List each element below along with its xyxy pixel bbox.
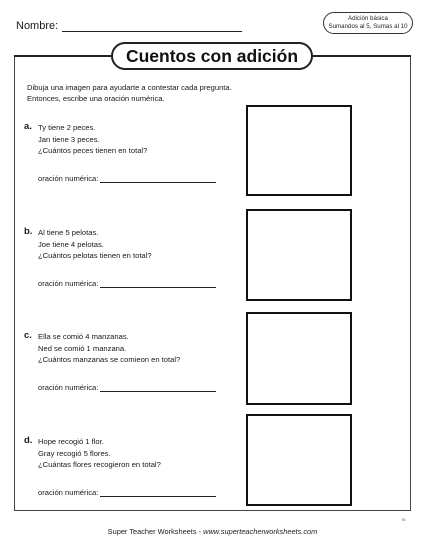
footer-separator: - — [196, 527, 204, 536]
topic-badge-line-2: Sumandos al 5, Sumas al 10 — [328, 23, 408, 30]
number-sentence-label: oración numérica: — [38, 383, 99, 392]
name-label: Nombre: — [16, 20, 59, 32]
instructions-line-1: Dibuja una imagen para ayudarte a contestar cada pregunta. — [27, 83, 232, 92]
question-line: ¿Cuántos pelotas tienen en total? — [38, 251, 152, 260]
number-sentence-line — [100, 383, 216, 392]
question-line: Ty tiene 2 peces. — [38, 123, 96, 132]
question-line: Al tiene 5 pelotas. — [38, 228, 99, 237]
number-sentence-line — [100, 174, 216, 183]
question-line: Ned se comió 1 manzana. — [38, 343, 127, 353]
topic-badge-line-1: Adición básica — [348, 15, 388, 22]
footer-url-link[interactable]: www.superteacherworksheets.com — [203, 527, 318, 536]
question-line: Hope recogió 1 flor. — [38, 437, 104, 446]
drawing-box-b — [246, 209, 352, 301]
question-line: Joe tiene 4 pelotas. — [38, 239, 104, 249]
name-input-line — [62, 20, 242, 32]
question-line: ¿Cuántos manzanas se comieon en total? — [38, 355, 181, 364]
number-sentence-row — [38, 279, 216, 288]
number-sentence-row — [38, 383, 216, 392]
question-letter: d. — [24, 435, 33, 446]
question-text — [38, 122, 147, 157]
instructions-line-2: Entonces, escribe una oración numérica. — [27, 94, 165, 103]
number-sentence-line — [100, 488, 216, 497]
footer-brand: Super Teacher Worksheets — [107, 527, 197, 536]
question-letter: a. — [24, 121, 32, 132]
question-letter: b. — [24, 226, 33, 237]
number-sentence-label: oración numérica: — [38, 174, 99, 183]
drawing-box-d — [246, 414, 352, 506]
question-text — [38, 227, 152, 262]
worksheet-code: f5 — [402, 517, 406, 522]
number-sentence-line — [100, 279, 216, 288]
question-line: ¿Cuántas flores recogieron en total? — [38, 460, 161, 469]
drawing-box-c — [246, 312, 352, 405]
footer — [0, 527, 425, 536]
question-text — [38, 436, 161, 471]
number-sentence-row — [38, 488, 216, 497]
number-sentence-label: oración numérica: — [38, 279, 99, 288]
question-line: Ella se comió 4 manzanas. — [38, 332, 129, 341]
question-line: Gray recogió 5 flores. — [38, 448, 111, 458]
question-line: ¿Cuántos peces tienen en total? — [38, 146, 148, 155]
page-title: Cuentos con adición — [111, 42, 313, 70]
drawing-box-a — [246, 105, 352, 196]
number-sentence-label: oración numérica: — [38, 488, 99, 497]
worksheet-topic-badge — [323, 12, 413, 34]
number-sentence-row — [38, 174, 216, 183]
question-line: Jan tiene 3 peces. — [38, 134, 100, 144]
question-letter: c. — [24, 330, 32, 341]
name-field-row — [16, 20, 242, 32]
question-text — [38, 331, 180, 366]
instructions — [27, 82, 232, 104]
